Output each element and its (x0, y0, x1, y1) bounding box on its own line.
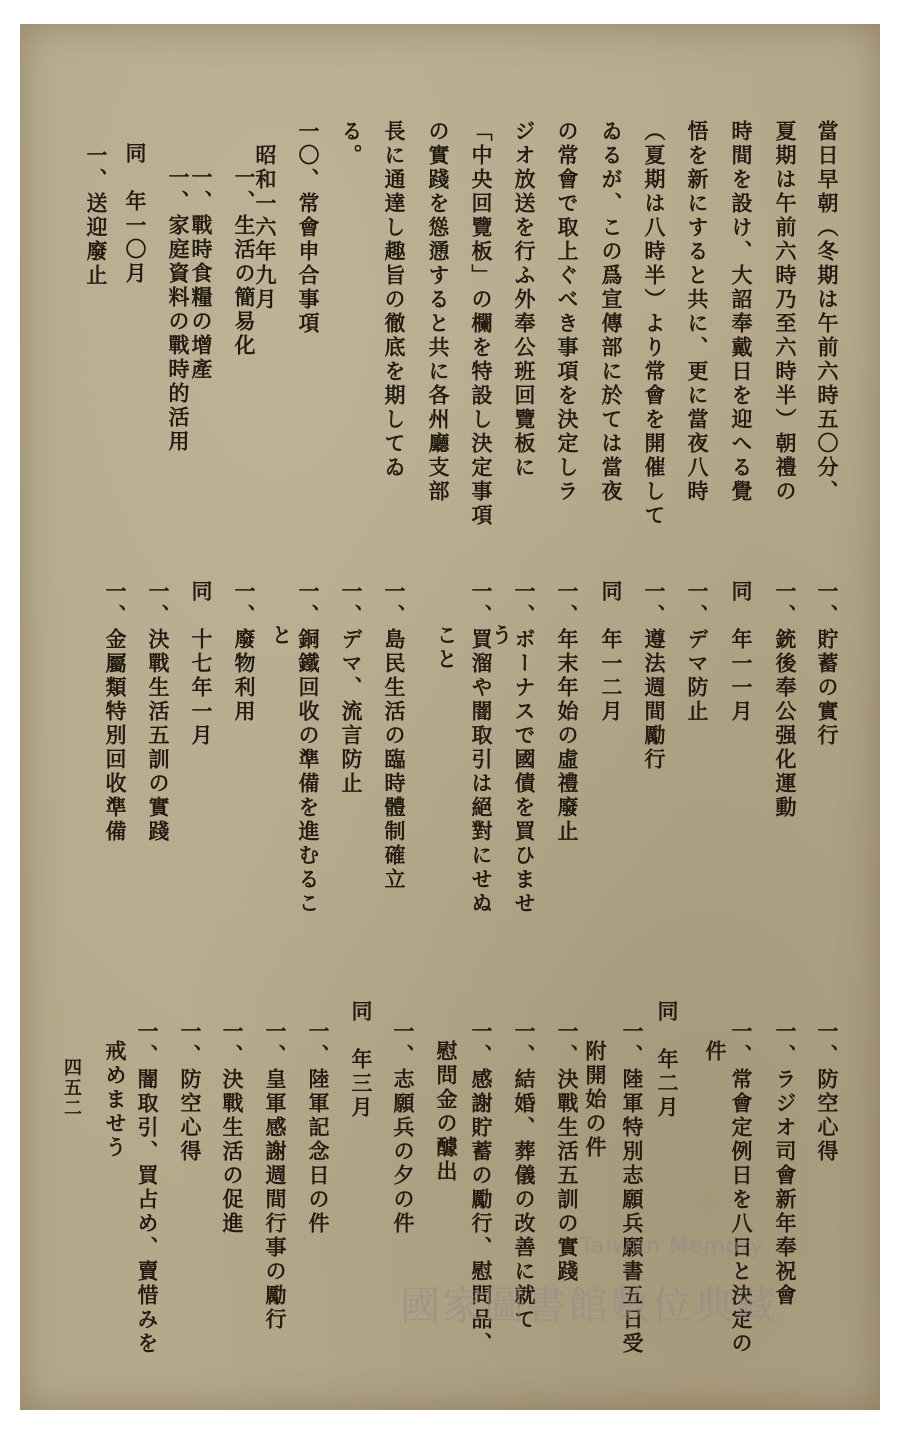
text-column: （夏期は八時半）より常會を開催して (642, 120, 667, 528)
list-item: 一、家庭資料の戰時的活用 (166, 166, 191, 454)
list-item: 一、金屬類特別回收準備 (103, 580, 128, 844)
text-column: 悟を新にすると共に、更に當夜八時 (685, 120, 710, 504)
list-item: と (269, 624, 294, 648)
list-item: 附開始の件 (583, 1040, 608, 1160)
list-item: 同 年一〇月 (123, 142, 148, 286)
list-item: 一、銃後奉公强化運動 (773, 580, 798, 820)
list-item: 一、闇取引、買占め、賣惜みを (135, 1020, 160, 1356)
list-item: 一、島民生活の臨時體制確立 (382, 580, 407, 892)
list-item: 一、決戰生活五訓の實踐 (146, 580, 171, 844)
text-column: の常會で取上ぐべき事項を決定しラ (555, 120, 580, 504)
list-item: 一、年末年始の虛禮廢止 (555, 580, 580, 844)
list-item: 同 十七年一月 (189, 580, 214, 748)
text-column: 「中央回覽板」の欄を特設し決定事項 (469, 120, 494, 528)
watermark-text: 國家圖書館數位典藏 (400, 1283, 778, 1329)
text-column: ゐるが、この爲宣傳部に於ては當夜 (599, 120, 624, 504)
text-column: る。 (339, 120, 364, 168)
list-item: 一、防空心得 (178, 1020, 203, 1164)
text-column: 長に通達し趣旨の徹底を期してゐ (382, 120, 407, 480)
list-item: 戒めませう (103, 1040, 128, 1160)
list-item: 件 (703, 1040, 728, 1064)
list-item: 一、買溜や闇取引は絕對にせぬ (469, 580, 494, 916)
list-item: 一、生活の簡易化 (232, 166, 257, 358)
list-item: 一、送迎廢止 (84, 144, 109, 288)
list-item: う (489, 624, 514, 648)
list-item: 一、遵法週間勵行 (642, 580, 667, 772)
list-item: 一、銅鐵回收の準備を進むるこ (296, 580, 321, 916)
text-column: の實踐を慫慂すると共に各州廳支部 (426, 120, 451, 504)
list-item: 一、貯蓄の實行 (815, 580, 840, 748)
document-page (20, 24, 880, 1410)
list-item: 一、陸軍記念日の件 (306, 1020, 331, 1236)
list-item: 同 年一二月 (599, 580, 624, 724)
list-item: 一、志願兵の夕の件 (391, 1020, 416, 1236)
text-column: 夏期は午前六時乃至六時半）朝禮の (773, 120, 798, 504)
list-item: 同 年三月 (349, 1000, 374, 1120)
list-item: 一、感謝貯蓄の勵行、慰問品、 (469, 1020, 494, 1356)
text-column: ジオ放送を行ふ外奉公班回覽板に (512, 120, 537, 480)
list-item: 一、防空心得 (815, 1020, 840, 1164)
list-item: 一、決戰生活五訓の實踐 (555, 1020, 580, 1284)
list-item: 一、ラジオ司會新年奉祝會 (773, 1020, 798, 1308)
list-item: 一、廢物利用 (232, 580, 257, 724)
list-item: 一、決戰生活の促進 (220, 1020, 245, 1236)
list-item: 一〇、常會申合事項 (296, 120, 321, 336)
list-item: 慰問金の醵出 (434, 1040, 459, 1184)
list-item: 昭和一六年九月 (253, 144, 278, 312)
list-item: 一、常會定例日を八日と決定の (729, 1020, 754, 1356)
page-number: 四五二 (61, 1058, 82, 1118)
text-column: 時間を設け、大詔奉戴日を迎へる覺 (729, 120, 754, 504)
text-column: 當日早朝（冬期は午前六時五〇分、 (815, 120, 840, 504)
list-item: こと (434, 624, 459, 672)
list-item: 一、戰時食糧の增產 (189, 166, 214, 382)
list-item: 同 年一一月 (729, 580, 754, 724)
list-item: 一、皇軍感謝週間行事の勵行 (263, 1020, 288, 1332)
watermark-english: Taiwan Memory (580, 1234, 765, 1259)
list-item: 同 年二月 (655, 1000, 680, 1120)
list-item: 一、ボーナスで國債を買ひませ (512, 580, 537, 916)
list-item: 一、デマ防止 (685, 580, 710, 724)
list-item: 一、陸軍特別志願兵願書五日受 (620, 1020, 645, 1356)
list-item: 一、結婚、葬儀の改善に就て (512, 1020, 537, 1332)
list-item: 一、デマ、流言防止 (339, 580, 364, 796)
